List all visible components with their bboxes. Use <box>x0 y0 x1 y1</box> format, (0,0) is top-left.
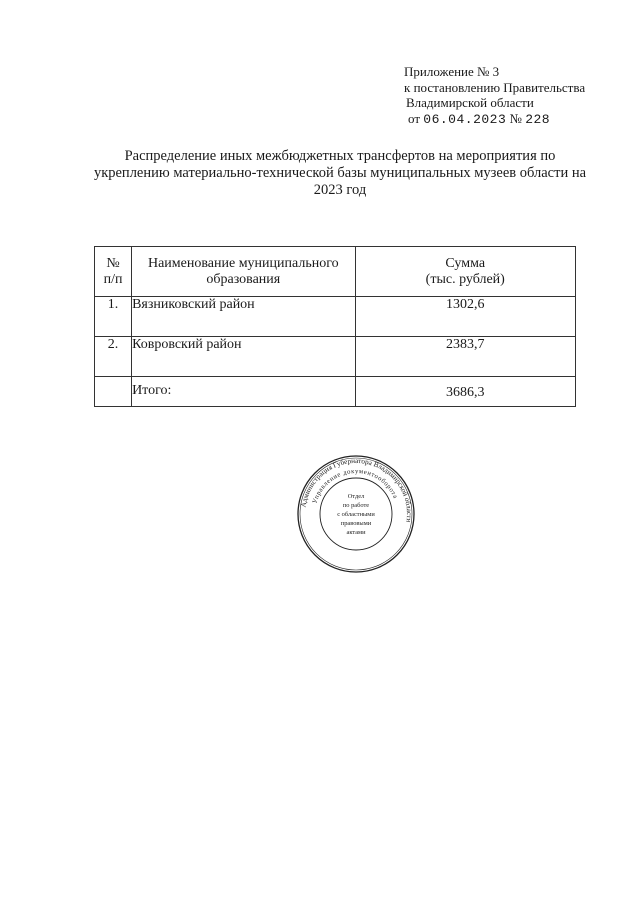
header-name-line1: Наименование муниципального <box>147 255 339 271</box>
total-number-cell <box>95 377 132 407</box>
stamp-center-line-1: Отдел <box>347 493 365 500</box>
appendix-label: Приложение № 3 <box>404 64 500 79</box>
table-header-row <box>95 247 576 297</box>
stamp-center-line-5: актами <box>346 529 366 536</box>
resolution-date: 06.04.2023 <box>423 111 507 127</box>
header-num-line2: п/п <box>103 271 123 287</box>
date-prefix: от <box>408 110 421 126</box>
date-line <box>404 111 585 128</box>
header-num-line1: № <box>106 255 120 271</box>
allocation-table <box>94 246 576 407</box>
title-line-2: укреплению материально-технической базы муниципальных музеев области на <box>93 165 587 181</box>
stamp-center-line-2: по работе <box>342 502 370 509</box>
row-sum: 1302,6 <box>355 297 575 337</box>
appendix-header <box>404 64 585 127</box>
header-name-line2: образования <box>206 271 281 287</box>
header-sum <box>355 247 575 297</box>
official-stamp <box>296 454 416 574</box>
header-name <box>132 247 355 297</box>
resolution-label: к постановлению Правительства <box>404 79 586 95</box>
header-sum-line1: Сумма <box>445 255 486 271</box>
resolution-number: 228 <box>525 111 551 127</box>
title-line-1: Распределение иных межбюджетных трансфертов на мероприятия по <box>124 148 556 164</box>
row-sum: 2383,7 <box>355 337 575 377</box>
total-label: Итого: <box>132 377 355 407</box>
stamp-center-line-4: правовыми <box>340 520 372 527</box>
row-municipality: Вязниковский район <box>132 297 355 337</box>
stamp-center-line-3: с областными <box>337 511 375 518</box>
row-number: 2. <box>95 337 132 377</box>
region-label: Владимирской области <box>406 95 534 110</box>
header-num <box>95 247 132 297</box>
row-number: 1. <box>95 297 132 337</box>
total-row <box>95 377 576 407</box>
table-row <box>95 337 576 377</box>
row-municipality: Ковровский район <box>132 337 355 377</box>
document-title <box>90 148 590 199</box>
title-line-3: 2023 год <box>313 182 367 198</box>
header-sum-line2: (тыс. рублей) <box>425 271 505 287</box>
total-sum: 3686,3 <box>355 377 575 407</box>
table-row <box>95 297 576 337</box>
stamp-inner-arc-text: Управление документооборота <box>311 467 399 505</box>
number-sign: № <box>509 110 522 126</box>
stamp-outer-text: Администрация Губернатора Владимирской области <box>299 456 414 523</box>
